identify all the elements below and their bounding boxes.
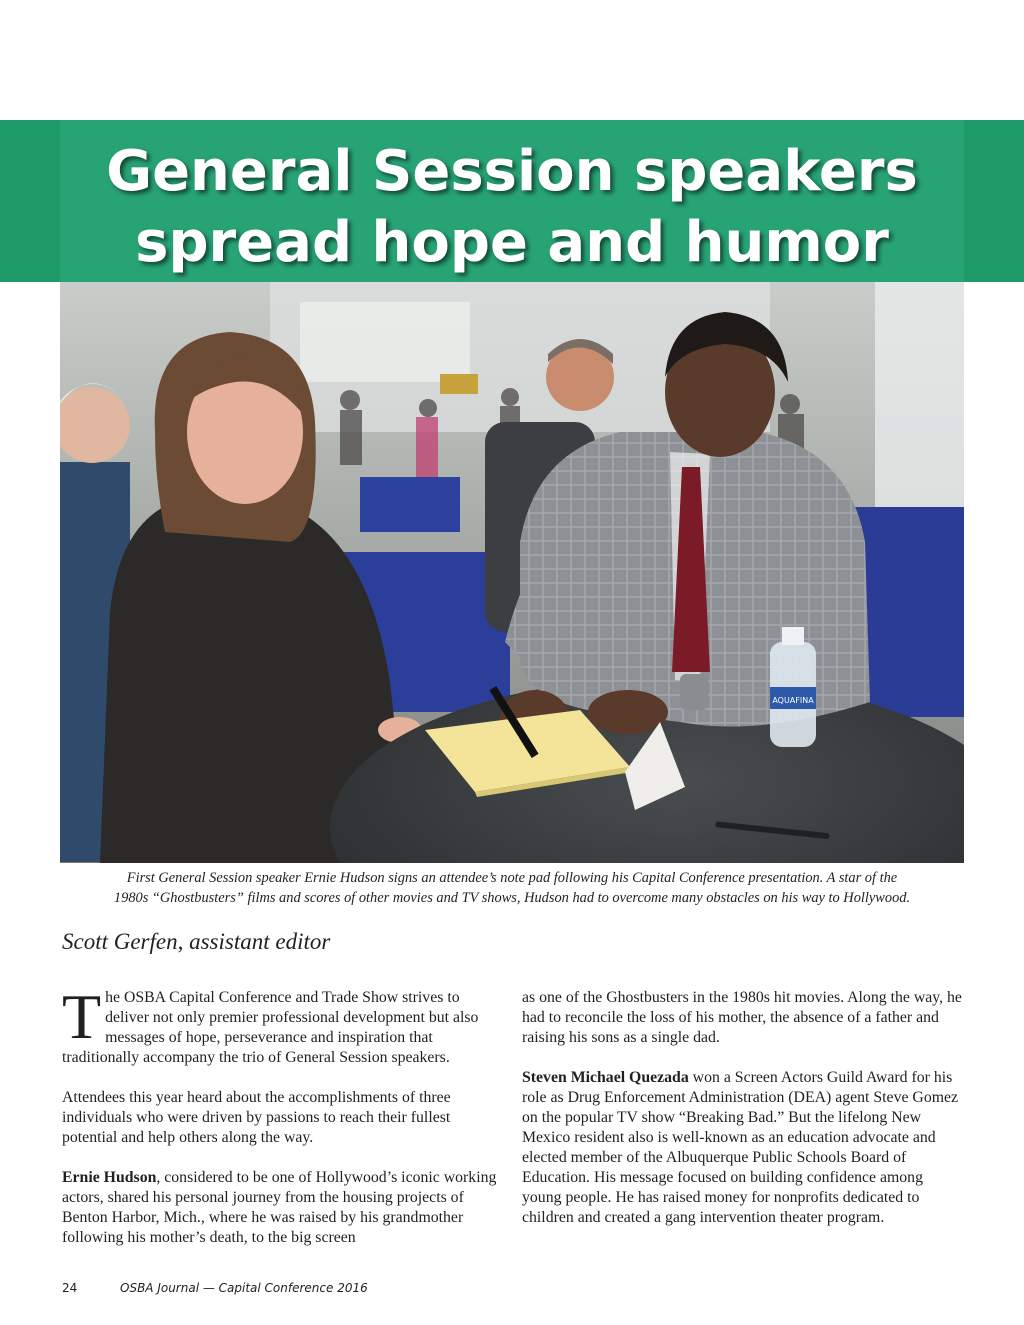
page-number: 24 xyxy=(62,1281,78,1295)
paragraph: Attendees this year heard about the accomplishments of three individuals who were driven by passions to reach their fullest potential and help others along the way. xyxy=(62,1089,451,1146)
booth-sign xyxy=(440,374,478,394)
speaker-name: Steven Michael Quezada xyxy=(522,1069,689,1086)
paragraph: as one of the Ghostbusters in the 1980s hit movies. Along the way, he had to reconcile the loss of his mother, the absence of a father and raising his sons as a single dad. xyxy=(522,989,962,1046)
headline xyxy=(60,136,964,278)
feature-photo xyxy=(60,282,964,863)
blue-table-back xyxy=(360,477,460,532)
bottle-label: AQUAFINA xyxy=(772,696,814,705)
water-bottle xyxy=(770,627,816,747)
paragraph-text: he OSBA Capital Conference and Trade Show strives to deliver not only premier professional development but also messages of hope, perseverance and inspiration that traditionally accompany the trio of General Session speakers. xyxy=(62,989,479,1066)
paragraph-text: won a Screen Actors Guild Award for his role as Drug Enforcement Administration (DEA) agent Steve Gomez on the popular TV show “Breaking Bad.” But the lifelong New Mexico resident also is well-known as an education advocate and elected member of the Albuquerque Public Schools Board of Education. His message focused on building confidence among young people. He has raised money for nonprofits dedicated to children and created a gang intervention theater program. xyxy=(522,1069,959,1226)
caption-line-1: First General Session speaker Ernie Hudson signs an attendee’s note pad following his Capital Conference presentation. A star of the xyxy=(126,870,898,886)
caption-line-2: 1980s “Ghostbusters” films and scores of other movies and TV shows, Hudson had to overcome many obstacles on his way to Hollywood. xyxy=(113,890,911,906)
paragraph xyxy=(522,1068,962,1228)
photo-caption xyxy=(62,868,962,908)
publication-title: OSBA Journal — Capital Conference 2016 xyxy=(120,1281,368,1295)
headline-line-2: spread hope and humor xyxy=(135,210,889,275)
ceiling-light xyxy=(300,302,470,382)
paragraph-text: , considered to be one of Hollywood’s iconic working actors, shared his personal journey from the housing projects of Benton Harbor, Mich., where he was raised by his grandmother following his mother’s death, to the big screen xyxy=(62,1169,497,1246)
paragraph xyxy=(62,981,502,1068)
drop-cap: T xyxy=(62,981,102,1052)
headline-line-1: General Session speakers xyxy=(106,139,918,204)
paragraph xyxy=(62,1168,502,1248)
byline: Scott Gerfen, assistant editor xyxy=(62,929,331,954)
article-column-right xyxy=(522,988,962,1248)
speaker-name: Ernie Hudson xyxy=(62,1169,157,1186)
article-column-left xyxy=(62,981,502,1268)
window xyxy=(875,282,964,522)
